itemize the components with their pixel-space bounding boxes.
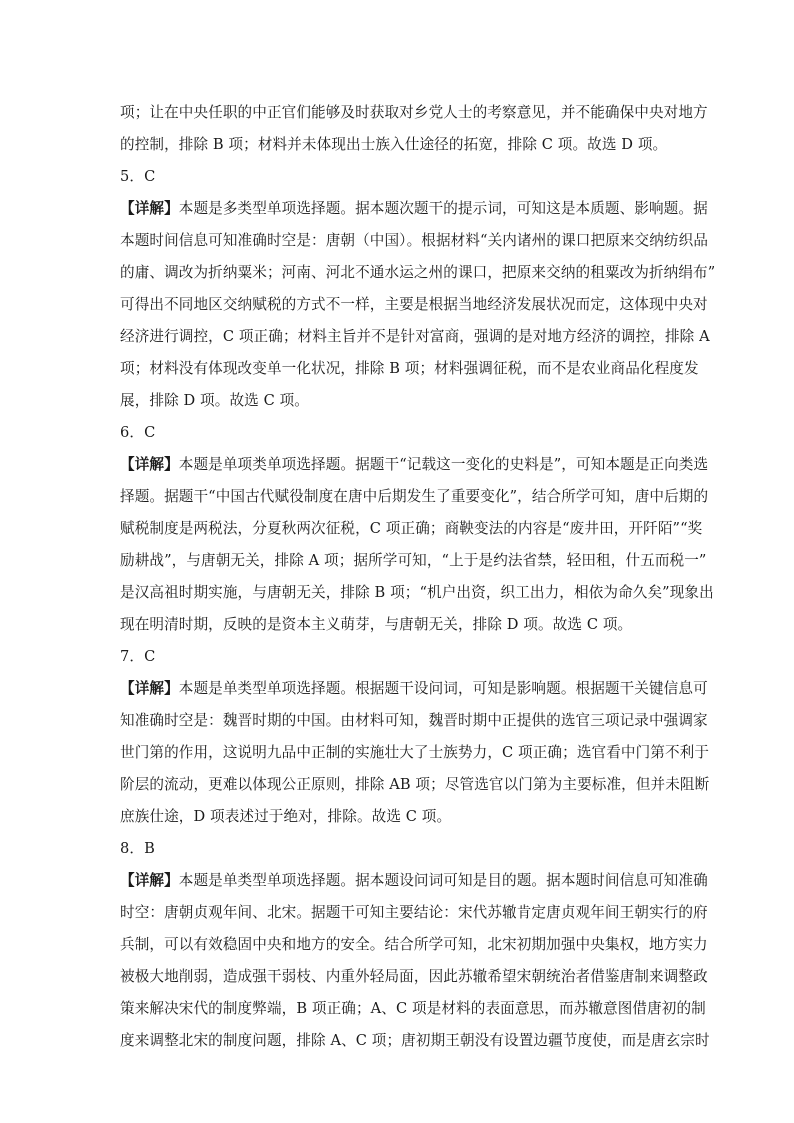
paragraph-line: 的控制，排除 B 项；材料并未体现出士族入仕途径的拓宽，排除 C 项。故选 D 项。 — [120, 136, 668, 153]
paragraph-line: 世门第的作用，这说明九品中正制的实施壮大了士族势力，C 项正确；选官看中门第不利于 — [120, 744, 710, 761]
paragraph-line: 项；让在中央任职的中正官们能够及时获取对乡党人士的考察意见，并不能确保中央对地方 — [120, 104, 708, 121]
answer-heading: 7．C — [120, 648, 156, 665]
explanation-tag: 【详解】 — [120, 872, 179, 889]
paragraph-line: 策来解决宋代的制度弊端，B 项正确；A、C 项是材料的表面意思，而苏辙意图借唐初的制 — [120, 1000, 706, 1017]
paragraph-line: 的庸、调改为折纳粟米；河南、河北不通水运之州的课口，把原来交纳的租粟改为折纳绢布” — [120, 264, 716, 281]
paragraph-line: 可得出不同地区交纳赋税的方式不一样，主要是根据当地经济发展状况而定，这体现中央对 — [120, 296, 708, 313]
document-body — [120, 97, 716, 1057]
paragraph-line: 本题时间信息可知准确时空是：唐朝（中国）。根据材料“关内诸州的课口把原来交纳纺织品 — [120, 232, 709, 249]
paragraph-line: 庶族仕途，D 项表述过于绝对，排除。故选 C 项。 — [120, 808, 452, 825]
answer-heading: 6．C — [120, 424, 156, 441]
paragraph-line: 经济进行调控，C 项正确；材料主旨并不是针对富商，强调的是对地方经济的调控，排除 A — [120, 328, 710, 345]
explanation-tag: 【详解】 — [120, 456, 179, 473]
paragraph-text: 本题是单类型单项选择题。根据题干设问词，可知是影响题。根据题干关键信息可 — [178, 680, 708, 697]
explanation-tag: 【详解】 — [120, 200, 179, 217]
paragraph-line: 赋税制度是两税法，分夏秋两次征税，C 项正确；商鞅变法的内容是“废井田，开阡陌”“奖 — [120, 520, 703, 537]
answer-heading: 8．B — [120, 840, 155, 857]
paragraph-line — [120, 865, 708, 897]
paragraph-line — [120, 673, 708, 705]
paragraph-line: 是汉高祖时期实施，与唐朝无关，排除 B 项；“机户出资，织工出力，相依为命久矣”现象出 — [120, 584, 714, 601]
paragraph-line: 励耕战”，与唐朝无关，排除 A 项；据所学可知，“上于是约法省禁，轻田租，什五而税一” — [120, 552, 707, 569]
paragraph-line — [120, 449, 709, 481]
paragraph-text: 本题是单项类单项选择题。据题干“记载这一变化的史料是”，可知本题是正向类选 — [178, 456, 709, 473]
paragraph-text: 本题是单类型单项选择题。据本题设问词可知是目的题。据本题时间信息可知准确 — [178, 872, 708, 889]
paragraph-line: 时空：唐朝贞观年间、北宋。据题干可知主要结论：宋代苏辙肯定唐贞观年间王朝实行的府 — [120, 904, 708, 921]
paragraph-line: 知准确时空是：魏晋时期的中国。由材料可知，魏晋时期中正提供的选官三项记录中强调家 — [120, 712, 708, 729]
answer-heading: 5．C — [120, 168, 156, 185]
paragraph-line: 择题。据题干“中国古代赋役制度在唐中后期发生了重要变化”，结合所学可知，唐中后期的 — [120, 488, 709, 505]
paragraph-line — [120, 193, 708, 225]
paragraph-text: 本题是多类型单项选择题。据本题次题干的提示词，可知这是本质题、影响题。据 — [178, 200, 708, 217]
paragraph-line: 项；材料没有体现改变单一化状况，排除 B 项；材料强调征税，而不是农业商品化程度发 — [120, 360, 699, 377]
paragraph-line: 兵制，可以有效稳固中央和地方的安全。结合所学可知，北宋初期加强中央集权，地方实力 — [120, 936, 708, 953]
paragraph-line: 阶层的流动，更难以体现公正原则，排除 AB 项；尽管选官以门第为主要标准，但并未阻断 — [120, 776, 710, 793]
paragraph-line: 展，排除 D 项。故选 C 项。 — [120, 392, 309, 409]
paragraph-line: 现在明清时期，反映的是资本主义萌芽，与唐朝无关，排除 D 项。故选 C 项。 — [120, 616, 633, 633]
explanation-tag: 【详解】 — [120, 680, 179, 697]
paragraph-line: 被极大地削弱，造成强干弱枝、内重外轻局面，因此苏辙希望宋朝统治者借鉴唐制来调整政 — [120, 968, 708, 985]
paragraph-line: 度来调整北宋的制度问题，排除 A、C 项；唐初期王朝没有设置边疆节度使，而是唐玄宗时 — [120, 1032, 710, 1049]
